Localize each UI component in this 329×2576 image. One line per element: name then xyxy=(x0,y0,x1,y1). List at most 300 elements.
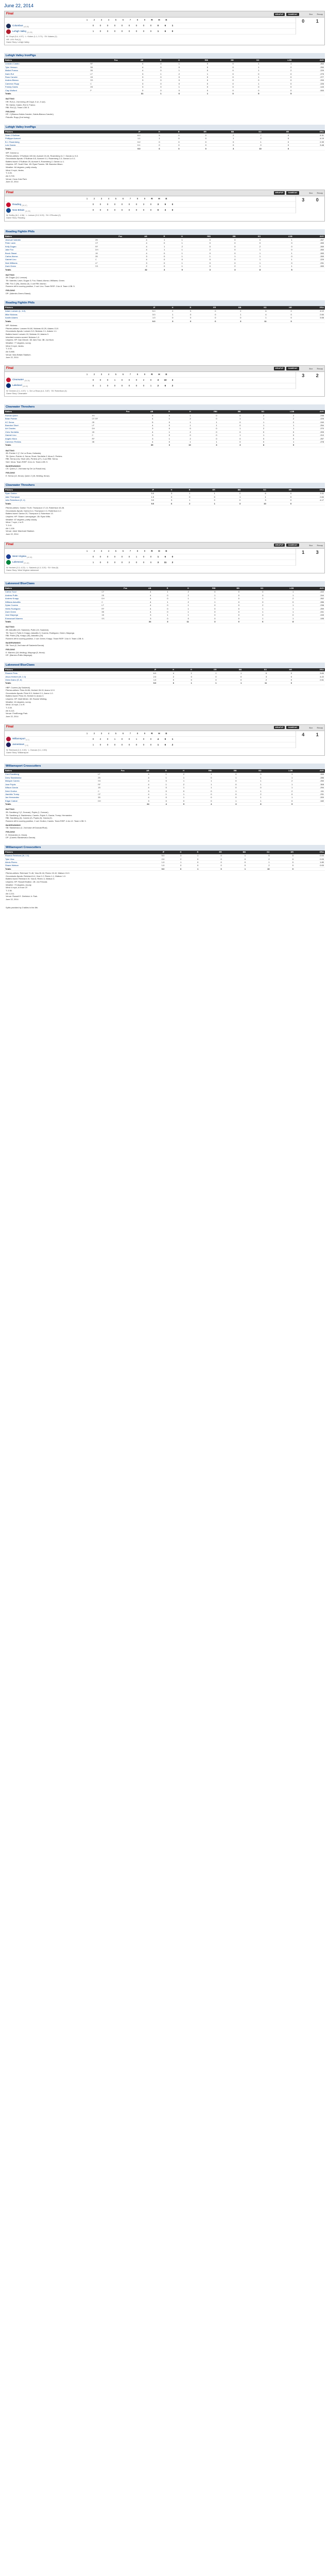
note-line: T: 2:28. xyxy=(6,706,12,709)
wrapup-button[interactable]: WRAPUP xyxy=(274,726,285,729)
player-name[interactable]: Ryan Garton xyxy=(4,492,118,495)
column-header: H xyxy=(165,851,182,854)
column-header: ERA xyxy=(293,306,325,310)
column-header: HR xyxy=(271,851,295,854)
note-line: Inherited runners-scored: Nickeas 1-0. xyxy=(6,335,40,338)
note-line: Wind: 9 mph, Varies. xyxy=(6,168,24,172)
stat-cell: 2 xyxy=(260,65,292,69)
gameday-button[interactable]: GAMEDAY xyxy=(286,13,299,16)
inning-score: X xyxy=(150,561,152,564)
stat-cell: 2B xyxy=(94,238,123,241)
player-name[interactable]: Leandro Castro xyxy=(4,62,89,65)
tab-box[interactable]: Box xyxy=(309,13,313,16)
stat-cell: 0 xyxy=(209,62,235,65)
column-header: AB xyxy=(123,235,148,239)
notes-heading: BATTING xyxy=(6,273,14,276)
total-cell xyxy=(122,682,132,685)
column-header: IP xyxy=(114,130,142,134)
stat-cell: 0 xyxy=(190,614,217,617)
stat-cell: .200 xyxy=(293,796,325,799)
total-cell: 35 xyxy=(131,444,154,447)
total-cell: 6 xyxy=(163,92,181,95)
stat-cell: 0 xyxy=(262,242,293,245)
player-name[interactable]: Cameron Rupp xyxy=(4,82,89,85)
inning-number: 4 xyxy=(108,19,110,22)
stat-cell: 0 xyxy=(184,258,212,261)
inning-score: 0 xyxy=(99,203,101,206)
player-name[interactable]: Jose Mayorga xyxy=(4,614,100,617)
column-header xyxy=(120,306,131,310)
inning-score: 0 xyxy=(150,555,152,558)
stat-cell: 4 xyxy=(126,779,150,783)
team-record: (31-44) xyxy=(24,562,29,565)
column-header: Batters xyxy=(4,235,94,239)
stat-cell: 0 xyxy=(175,675,193,678)
player-name[interactable]: Darin Ruf xyxy=(4,72,89,75)
column-header: ERA xyxy=(292,488,325,492)
player-name[interactable]: Jake Fox xyxy=(4,248,94,251)
note-line: Wind: 5 mph, Varies. xyxy=(6,344,24,347)
stat-cell: 2B xyxy=(97,776,126,779)
stat-cell: 1 xyxy=(237,264,262,267)
gameday-button[interactable]: GAMEDAY xyxy=(286,544,299,547)
player-name[interactable]: Herlis Rodriguez xyxy=(4,607,100,610)
stat-cell: 1 xyxy=(185,773,213,776)
total-cell: 6 xyxy=(142,147,161,150)
player-name[interactable]: Carlos Alonso xyxy=(4,255,94,258)
game-tabs xyxy=(309,544,323,547)
player-name[interactable]: Angelo Mora xyxy=(4,437,91,440)
inning-score: 0 xyxy=(92,203,94,206)
stat-cell: C xyxy=(94,258,123,261)
wrapup-button[interactable]: WRAPUP xyxy=(274,544,285,547)
stat-cell: 0 xyxy=(268,313,293,316)
player-name[interactable]: Ricardo Pinto xyxy=(4,671,122,674)
rhe-header: E xyxy=(165,19,167,22)
player-name[interactable]: Julio Robertson (S, 4) xyxy=(4,499,118,502)
column-header: SO xyxy=(247,851,270,854)
linescore xyxy=(5,18,296,35)
stat-cell: 3 xyxy=(155,492,173,495)
stat-cell: 4.22 xyxy=(293,675,325,678)
stat-cell: 0 xyxy=(152,607,169,610)
stat-cell: 1 xyxy=(166,264,184,267)
stat-cell: 0 xyxy=(217,600,240,603)
stat-cell: 1 xyxy=(235,82,261,85)
player-name[interactable]: KC Serna xyxy=(4,420,91,423)
rhe-header: H xyxy=(158,549,160,552)
column-header: Pos xyxy=(97,769,126,773)
notes-heading: BASERUNNING xyxy=(6,823,21,826)
player-name[interactable]: Andrew Knapp xyxy=(4,597,100,600)
spacer xyxy=(4,840,325,843)
stat-cell: 0 xyxy=(175,310,193,313)
stat-cell: 1 xyxy=(265,603,295,606)
stat-cell: .259 xyxy=(295,607,325,610)
gameday-button[interactable]: GAMEDAY xyxy=(286,191,299,194)
stat-cell: 0 xyxy=(209,72,235,75)
player-name[interactable]: Nick Williams xyxy=(4,261,94,264)
player-name[interactable]: Austin Adams xyxy=(4,316,120,319)
wrapup-button[interactable]: WRAPUP xyxy=(274,367,285,370)
linescore-row xyxy=(5,29,296,35)
column-header: LOB xyxy=(263,769,294,773)
note-line: Batters faced: Reinhard 19, Viza 8, Rivero 4, Watson 3. xyxy=(6,877,55,880)
column-header: H xyxy=(142,130,161,134)
stat-cell: 0 xyxy=(212,258,237,261)
stat-cell: 1 xyxy=(240,607,265,610)
player-name[interactable]: Gabriel Lino xyxy=(4,258,94,261)
stat-cell: 1 xyxy=(175,671,193,674)
stat-cell: 4 xyxy=(128,603,152,606)
stat-cell: 0 xyxy=(181,89,209,92)
column-header: AB xyxy=(119,59,145,62)
rhe-value: 11 xyxy=(164,561,167,564)
player-name[interactable]: Brock Stassi xyxy=(4,251,94,255)
column-header: BB xyxy=(213,769,237,773)
tab-box[interactable]: Box xyxy=(309,192,313,195)
player-name[interactable]: Clay Wolford xyxy=(4,89,89,92)
tab-recap[interactable]: Recap xyxy=(317,367,323,370)
stat-cell: .308 xyxy=(293,783,325,786)
wrapup-button[interactable]: WRAPUP xyxy=(274,191,285,194)
stat-cell: 1 xyxy=(241,423,265,427)
gameday-button[interactable]: GAMEDAY xyxy=(286,726,299,729)
stat-cell: 0 xyxy=(241,430,265,433)
inning-score: 1 xyxy=(135,555,137,558)
player-name[interactable]: Shane Watson xyxy=(4,864,131,867)
spacer xyxy=(4,360,325,363)
inning-score: 0 xyxy=(121,384,123,387)
player-name[interactable]: Jan Hernandez xyxy=(4,796,97,799)
player-name[interactable]: B.J. Rosenberg xyxy=(4,140,102,143)
team-name[interactable]: Clearwater $_{(35-38)}$ xyxy=(12,378,30,382)
stat-cell: RF xyxy=(89,62,118,65)
stat-cell: 1 xyxy=(240,610,265,613)
tab-recap[interactable]: Recap xyxy=(317,13,323,16)
total-cell: 11 xyxy=(169,620,190,623)
player-name[interactable]: Wilson Garcia xyxy=(4,786,97,789)
column-header: IP xyxy=(129,488,155,492)
linescore-row xyxy=(5,383,296,389)
stat-cell: 2.0 xyxy=(132,675,157,678)
player-name[interactable]: Willians Astudillo xyxy=(4,600,100,603)
player-name[interactable]: Zach Green xyxy=(4,264,94,267)
player-name[interactable]: Adam Loewen (L, 6-5) xyxy=(4,310,120,313)
column-header: ERA xyxy=(295,851,325,854)
stat-cell: 0 xyxy=(213,779,237,783)
stat-cell: 0 xyxy=(241,437,265,440)
final-runs xyxy=(310,196,325,213)
player-name[interactable]: Zach Green xyxy=(4,610,100,613)
inning-number: 2 xyxy=(93,197,95,200)
stat-cell: 3.0 xyxy=(131,313,156,316)
section-notes xyxy=(4,272,325,296)
player-name[interactable]: Andres Blanco xyxy=(4,79,89,82)
section-title: Lakewood BlueClaws xyxy=(4,663,325,668)
final-score: 1 xyxy=(316,19,319,24)
total-cell: 10 xyxy=(247,867,270,870)
note-line: TB: Valentin; Lavin; Dugan 3; Fox; Stassi; Alonso; Williams; Green. xyxy=(6,279,65,282)
game-notes xyxy=(5,748,324,756)
stat-cell: 0 xyxy=(263,137,290,140)
player-name[interactable]: Victor Arano (S, 6) xyxy=(4,678,122,681)
player-name[interactable]: Russ Canzler xyxy=(4,75,89,78)
stat-cell: 1 xyxy=(168,786,185,789)
column-header: HR xyxy=(268,668,293,672)
stat-cell: 3.84 xyxy=(293,671,325,674)
player-name[interactable]: Chris Serritella xyxy=(4,430,91,433)
rhe-value: 0 xyxy=(157,24,159,27)
stat-cell: 1 xyxy=(241,420,265,423)
stat-cell: 0 xyxy=(192,310,217,313)
note-line: Wind: 7 mph, L to R. xyxy=(6,521,24,524)
stat-cell: 0 xyxy=(193,675,218,678)
stat-cell: 5 xyxy=(131,414,154,417)
stat-section xyxy=(4,845,325,902)
stat-cell: 4 xyxy=(123,242,148,245)
stat-cell: CF-RF xyxy=(91,417,130,420)
team-name[interactable]: Columbus $_{(43-35)}$ xyxy=(12,24,29,28)
stat-cell: 1 xyxy=(150,783,168,786)
total-cell xyxy=(293,268,325,271)
inning-number: 7 xyxy=(129,19,131,22)
player-name[interactable]: Sean O'Sullivan xyxy=(4,133,102,137)
inning-score: 0 xyxy=(107,384,109,387)
stat-cell: 0 xyxy=(184,264,212,267)
stat-cell: 1 xyxy=(168,796,185,799)
player-name[interactable]: Edgar Cabral xyxy=(4,799,97,802)
stat-cell: 0 xyxy=(144,62,162,65)
rhe-header: E xyxy=(165,372,167,376)
stat-cell: 1 xyxy=(171,414,192,417)
column-header: Pitchers xyxy=(4,488,118,492)
column-header: HR xyxy=(263,130,290,134)
stat-cell: .238 xyxy=(295,603,325,606)
team-name[interactable]: Reading $_{(39-37)}$ xyxy=(12,202,27,207)
inning-number: 3 xyxy=(100,549,102,552)
note-line: TB: Quinn; Pointer 4; Serna; Short; Serritella 2; Mora 2; Perkins. xyxy=(6,454,63,457)
stat-cell: 0 xyxy=(217,597,240,600)
notes-heading: BATTING xyxy=(6,97,14,100)
gameday-button[interactable]: GAMEDAY xyxy=(286,367,299,370)
tab-recap[interactable]: Recap xyxy=(317,192,323,195)
player-name[interactable]: Cord Sandberg xyxy=(4,773,97,776)
player-name[interactable]: Maikel Franco xyxy=(4,69,89,72)
stat-cell: 4.12 xyxy=(293,310,325,313)
player-name[interactable]: Freddy Galvis xyxy=(4,86,89,89)
inning-number: 7 xyxy=(129,372,131,376)
total-cell: 3 xyxy=(212,268,237,271)
team-name[interactable]: Lakewood $_{(31-44)}$ xyxy=(12,561,29,565)
player-name[interactable]: Cameron Perkins xyxy=(4,440,91,443)
stat-cell: 0 xyxy=(265,430,295,433)
wrapup-button[interactable]: WRAPUP xyxy=(274,13,285,16)
stat-cell: 1 xyxy=(213,789,237,792)
team-name[interactable]: West Virginia $_{(40-35)}$ xyxy=(12,555,32,559)
player-name[interactable]: Gabriel Lino xyxy=(4,433,91,436)
stat-cell: 7 xyxy=(235,133,262,137)
stat-cell: 0 xyxy=(192,414,218,417)
player-name[interactable]: Jiandido Tromp xyxy=(4,792,97,795)
stat-cell: 0 xyxy=(144,82,162,85)
stat-cell: 0 xyxy=(163,65,181,69)
inning-score: 0 xyxy=(128,203,130,206)
stat-cell: .210 xyxy=(295,433,325,436)
team-name[interactable]: Lakeland $_{(40-33)}$ xyxy=(12,384,28,388)
player-name[interactable]: Tyler Henson xyxy=(4,65,89,69)
player-name[interactable]: Roman Quinn xyxy=(4,414,91,417)
inning-score: 0 xyxy=(107,743,109,746)
stat-cell: 1 xyxy=(237,255,262,258)
stat-cell: 0 xyxy=(212,238,237,241)
tab-recap[interactable]: Recap xyxy=(317,726,323,729)
column-header: SO xyxy=(237,235,262,239)
final-runs xyxy=(310,731,325,748)
total-cell xyxy=(295,444,325,447)
linescore-row xyxy=(5,378,296,383)
note-line: Weather: 87 degrees, partly cloudy. xyxy=(6,518,38,521)
column-header: SO xyxy=(240,587,265,590)
player-name[interactable]: Andrew Pullin xyxy=(4,594,100,597)
tab-box[interactable]: Box xyxy=(309,544,313,547)
team-name[interactable]: Lehigh Valley $_{(41-39)}$ xyxy=(12,29,32,33)
stat-cell: 3 xyxy=(241,499,267,502)
total-cell: Totals xyxy=(4,92,89,95)
rhe-value: 3 xyxy=(157,561,159,564)
player-name[interactable]: Jesmuel Valentin xyxy=(4,238,94,241)
section-title: Clearwater Threshers xyxy=(4,483,325,488)
notes-heading: BASERUNNING xyxy=(6,641,21,644)
stat-cell: 0 xyxy=(263,133,290,137)
stat-cell: 0 xyxy=(260,75,292,78)
stat-cell: 1 xyxy=(207,137,235,140)
stat-cell: .283 xyxy=(293,242,325,245)
section-title: Lehigh Valley IronPigs xyxy=(4,53,325,59)
tab-box[interactable]: Box xyxy=(309,726,313,729)
stat-cell: SS xyxy=(89,79,118,82)
inning-number: 6 xyxy=(122,197,124,200)
rhe-value: 4 xyxy=(157,737,159,740)
player-name[interactable]: Tyler Viza xyxy=(4,857,131,860)
game-note: W: Duffey (6-2, 4.36) · L: Leeson (3-3, 5.29) · SV: O'Rourke (2) xyxy=(6,214,61,217)
player-name[interactable]: Jake Thompson xyxy=(4,495,118,498)
stat-cell: 0 xyxy=(192,427,218,430)
stat-cell: 1 xyxy=(165,860,182,863)
team-name[interactable]: Jamestown $_{(2-3)}$ xyxy=(12,743,29,747)
stat-cell: 0 xyxy=(271,860,295,863)
column-header: SO xyxy=(241,410,265,414)
tab-recap[interactable]: Recap xyxy=(317,544,323,547)
final-runs xyxy=(310,549,325,566)
stat-cell: 4.31 xyxy=(290,133,325,137)
stat-cell: 0 xyxy=(168,799,185,802)
stat-cell: 0 xyxy=(237,242,262,245)
stat-cell: 1.0 xyxy=(142,860,166,863)
stat-cell: 1 xyxy=(235,62,261,65)
final-runs xyxy=(296,196,310,213)
player-name[interactable]: Dylan Cozens xyxy=(4,603,100,606)
inning-score: 1 xyxy=(135,737,137,740)
player-name[interactable]: Malquin Canelo xyxy=(4,779,97,783)
total-cell xyxy=(293,682,325,685)
note-line: T: 2:41. xyxy=(6,524,12,527)
stat-cell: 1 xyxy=(192,440,218,443)
stat-cell: 0 xyxy=(240,600,265,603)
inning-score: 1 xyxy=(99,384,101,387)
player-name[interactable]: Jose Pujols xyxy=(4,783,97,786)
stat-cell: 2 xyxy=(157,675,175,678)
player-name[interactable]: Mike Nickeas xyxy=(4,313,120,316)
player-name[interactable]: Alexis Rivero xyxy=(4,860,131,863)
team-record: (2-3) xyxy=(25,744,29,747)
player-name[interactable]: Peter Lavin xyxy=(4,242,94,245)
tab-box[interactable]: Box xyxy=(309,367,313,370)
rhe-header: E xyxy=(165,732,167,735)
stat-cell: RF xyxy=(97,783,126,786)
total-cell: 1 xyxy=(192,502,216,505)
stat-cell: .286 xyxy=(293,776,325,779)
note-line: SB: Stankiewicz (2, 2nd base off Duncan/Ruiz). xyxy=(6,826,48,829)
team-name[interactable]: Williamsport $_{(4-1)}$ xyxy=(12,737,30,741)
stat-cell: 3 xyxy=(123,261,148,264)
player-name[interactable]: Brian Pointer xyxy=(4,417,91,420)
stat-cell: 1 xyxy=(184,255,212,258)
stat-cell: 2 xyxy=(168,783,185,786)
player-name[interactable]: Brandon Short xyxy=(4,423,91,427)
inning-score: 0 xyxy=(150,743,152,746)
rhe-value: 6 xyxy=(164,30,166,33)
stat-cell: .278 xyxy=(295,440,325,443)
note-line: Wind: 10 mph, L to R. xyxy=(6,703,25,706)
team-record: (40-33) xyxy=(22,385,28,388)
note-line: Weather: 73 degrees, cloudy. xyxy=(6,883,32,886)
stat-cell: 1 xyxy=(193,671,218,674)
note-line: Venue: FirstEnergy Park. xyxy=(6,712,28,715)
player-name[interactable]: Phillippe Aumont xyxy=(4,137,102,140)
section-notes xyxy=(4,150,325,184)
player-name[interactable]: Emmanuel Marrero xyxy=(4,617,100,620)
stat-cell: C xyxy=(91,433,130,436)
rhe-header: H xyxy=(158,372,160,376)
player-name[interactable]: Deivi Grullon xyxy=(4,789,97,792)
game-body xyxy=(5,372,324,389)
team-name[interactable]: New Britain $_{(41-35)}$ xyxy=(12,208,31,212)
stat-cell: RF xyxy=(94,245,123,248)
player-name[interactable]: Ricardo Reinhard (W, 2-0) xyxy=(4,854,131,857)
stat-cell: .250 xyxy=(293,779,325,783)
stat-cell: 0 xyxy=(152,610,169,613)
inning-score: 0 xyxy=(150,24,152,27)
stat-cell: 0 xyxy=(263,799,294,802)
player-name[interactable]: Carlos Tocci xyxy=(4,590,100,594)
player-name[interactable]: Drew Stankiewicz xyxy=(4,776,97,779)
total-cell: Totals xyxy=(4,502,118,505)
player-name[interactable]: Jesus Herbert (W, 2-3) xyxy=(4,675,122,678)
game-notes xyxy=(5,213,324,221)
stat-cell: 0 xyxy=(184,261,212,264)
rhe-value: 2 xyxy=(171,743,174,746)
player-name[interactable]: Art Charles xyxy=(4,427,91,430)
stat-cell: 0 xyxy=(209,89,235,92)
player-name[interactable]: Kelly Dugan xyxy=(4,245,94,248)
stat-cell: 0 xyxy=(154,420,171,423)
total-cell xyxy=(102,147,114,150)
stat-cell: 4 xyxy=(123,251,148,255)
column-header: SO xyxy=(235,59,261,62)
player-name[interactable]: Luis Garcia xyxy=(4,144,102,147)
inning-number: 6 xyxy=(122,549,124,552)
